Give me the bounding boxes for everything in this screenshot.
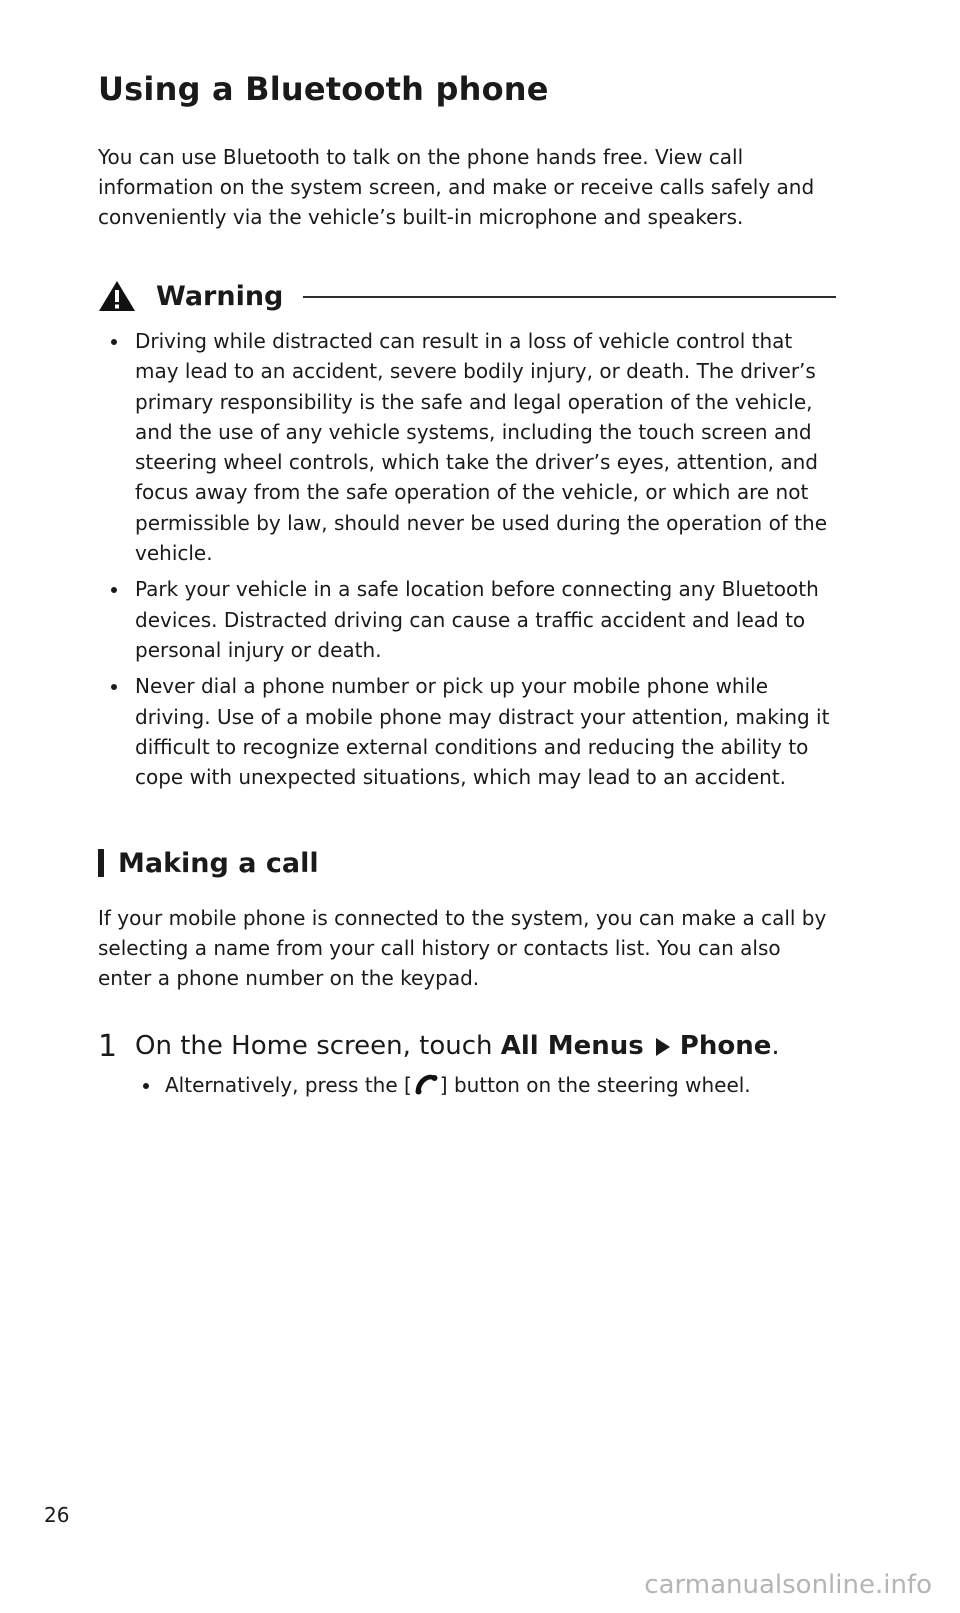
section-description: If your mobile phone is connected to the system, you can make a call by selecting a name from your call history or contacts list. You can also enter a phone number on the keypad. xyxy=(98,906,827,990)
warning-header xyxy=(98,278,836,314)
section-title: Making a call xyxy=(118,847,319,879)
bullet-icon xyxy=(111,587,117,593)
menu-phone: Phone xyxy=(679,1031,772,1061)
step-note-after: ] button on the steering wheel. xyxy=(439,1073,751,1097)
section-heading xyxy=(98,843,319,883)
warning-item-text: Never dial a phone number or pick up your mobile phone while driving. Use of a mobile phone may distract your attention, making it difficult to recognize external conditions and reducing the ability to cope with unexpected situations, which may lead to an accident. xyxy=(135,674,830,790)
page-title: Using a Bluetooth phone xyxy=(98,70,549,108)
warning-item-text: Driving while distracted can result in a loss of vehicle control that may lead to an accident, severe bodily injury, or death. The driver’s primary responsibility is the safe and legal operation of the vehicle, and the use of any vehicle systems, including the touch screen and steering wheel controls, which take the driver’s eyes, attention, and focus away from the safe operation of the vehicle, or which are not permissible by law, should never be used during the operation of the vehicle. xyxy=(135,329,828,566)
menu-all-menus: All Menus xyxy=(500,1031,644,1061)
step-text-before: On the Home screen, touch xyxy=(135,1031,501,1061)
warning-item-text: Park your vehicle in a safe location before connecting any Bluetooth devices. Distracted driving can cause a traffic accident and lead to personal injury or death. xyxy=(135,577,819,662)
phone-handset-icon xyxy=(412,1072,440,1096)
warning-divider xyxy=(303,296,836,298)
step-1-note xyxy=(135,1070,885,1100)
step-note-before: Alternatively, press the [ xyxy=(165,1073,412,1097)
warning-triangle-icon xyxy=(98,279,136,313)
warning-item xyxy=(98,326,838,568)
arrow-right-icon xyxy=(656,1038,670,1056)
page-number: 26 xyxy=(44,1503,70,1527)
intro-paragraph: You can use Bluetooth to talk on the phone hands free. View call information on the system screen, and make or receive calls safely and conveniently via the vehicle’s built-in microphone and speakers. xyxy=(98,145,815,229)
warning-list xyxy=(98,326,838,798)
warning-item xyxy=(98,574,838,665)
bullet-icon xyxy=(111,339,117,345)
step-number: 1 xyxy=(98,1028,118,1064)
warning-item xyxy=(98,671,838,792)
step-1 xyxy=(98,1026,858,1066)
section-bar-icon xyxy=(98,849,104,877)
bullet-icon xyxy=(111,684,117,690)
warning-title: Warning xyxy=(156,280,284,312)
step-text xyxy=(135,1031,780,1061)
step-text-after: . xyxy=(771,1031,780,1061)
watermark: carmanualsonline.info xyxy=(644,1570,932,1600)
bullet-icon xyxy=(143,1083,149,1089)
